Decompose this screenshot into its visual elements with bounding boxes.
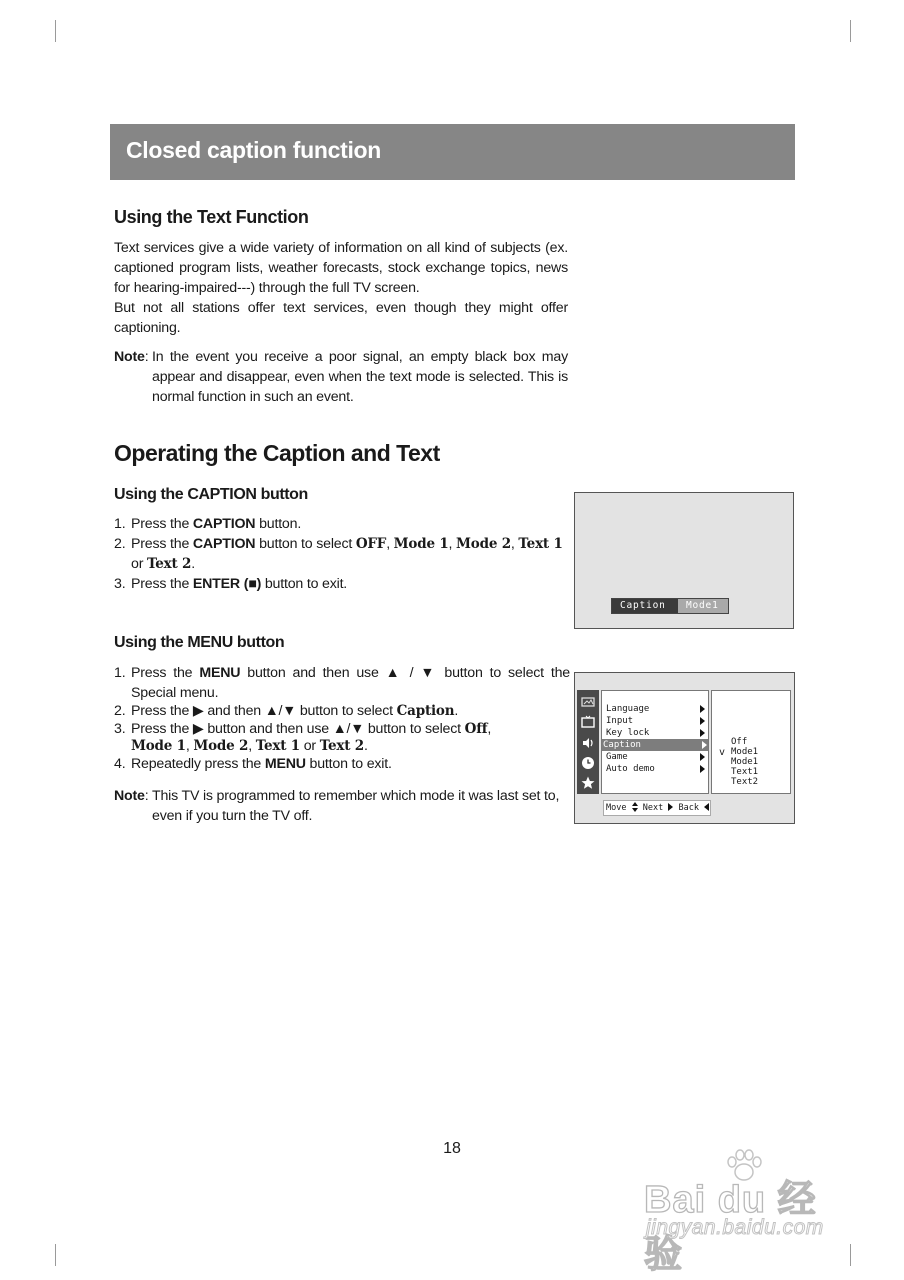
note-text: This TV is programmed to remember which mode it was last set to, even if you turn the TV off. [152,788,560,824]
menu-item-input[interactable]: Input [604,715,706,727]
text-function-body [114,238,568,338]
note-label: Note [114,349,145,365]
menu-item-language[interactable]: Language [604,703,706,715]
menu-steps [114,663,570,773]
section-banner [110,124,795,180]
menu-note: Note: This TV is programmed to remember which mode it was last set to, even if you turn the TV off. [114,786,568,806]
operating-heading: Operating the Caption and Text [114,440,440,466]
text-function-para1: Text services give a wide variety of information on all kind of subjects (ex. captioned program lists, weather forecasts, stock exchange topics, news for hearing-impaired---) through the full TV screen. [114,240,568,296]
menu-item-caption[interactable]: Caption [602,739,708,751]
menu-nav-bar [603,800,711,816]
caption-screen-illustration [574,492,794,629]
nav-next-label: Next [642,803,664,813]
up-down-arrow-icon [632,802,638,812]
caption-osd-bar [611,598,729,614]
crop-mark-top-left [55,20,56,42]
watermark-site: jingyan.baidu.com [646,1216,824,1239]
caption-step-1: 1. Press the CAPTION button. [114,516,302,532]
crop-mark-top-right [850,20,851,42]
caption-option-off[interactable]: Off [731,737,748,747]
caption-options-panel [711,690,791,794]
baidu-watermark [644,1148,854,1276]
nav-move-label: Move [606,803,627,813]
text-function-para2: But not all stations offer text services, even though they might offer captioning. [114,300,568,336]
chevron-right-icon [700,729,705,737]
check-icon: v [719,747,726,758]
note-text: In the event you receive a poor signal, an empty black box may appear and disappear, even when the text mode is selected. This is normal function in such an event. [152,349,568,405]
caption-osd-value: Mode1 [678,599,728,613]
menu-screen-illustration [574,672,795,824]
caption-button-heading: Using the CAPTION button [114,486,308,503]
menu-item-key-lock[interactable]: Key lock [604,727,706,739]
section-title: Closed caption function [126,137,382,163]
special-menu-panel [601,690,709,794]
speaker-icon [580,735,596,751]
tv-icon [580,714,596,730]
menu-button-heading: Using the MENU button [114,634,285,651]
chevron-right-icon [700,765,705,773]
right-arrow-icon [668,803,673,811]
menu-step-1: 1. Press the MENU button and then use ▲ / ▼ button to select the Special menu. [114,665,570,701]
chevron-right-icon [700,717,705,725]
caption-option-text1[interactable]: Text1 [731,767,759,777]
nav-back-label: Back [678,803,699,813]
chevron-right-icon [700,705,705,713]
menu-step-3: 3. Press the ▶ button and then use ▲/▼ button to select Off, Mode 1, Mode 2, Text 1 or Text 2. [114,720,492,754]
caption-option-text2[interactable]: Text2 [731,777,759,787]
caption-option-mode1[interactable]: Mode1 [731,747,759,757]
menu-step-2: 2. Press the ▶ and then ▲/▼ button to select Caption. [114,703,459,719]
caption-step-2: 2. Press the CAPTION button to select OFF, Mode 1, Mode 2, Text 1 or Text 2. [114,536,563,572]
caption-option-mode1-b[interactable]: Mode1 [731,757,759,767]
menu-item-auto-demo[interactable]: Auto demo [604,763,706,775]
menu-item-game[interactable]: Game [604,751,706,763]
picture-icon [580,694,596,710]
note-label: Note [114,788,145,804]
caption-step-3: 3. Press the ENTER (■) button to exit. [114,576,348,592]
chevron-right-icon [700,753,705,761]
chevron-right-icon [702,741,707,749]
watermark-logo: Bai du 经验 [644,1179,817,1276]
star-icon [580,775,596,791]
text-function-note: Note: In the event you receive a poor signal, an empty black box may appear and disappear, even when the text mode is selected. This is normal function in such an event. [114,349,568,405]
clock-icon [580,755,596,771]
caption-osd-label: Caption [612,599,678,613]
page-number: 18 [443,1140,461,1157]
menu-icon-strip [577,690,599,794]
text-function-heading: Using the Text Function [114,207,309,227]
caption-steps [114,514,570,594]
menu-step-4: 4. Repeatedly press the MENU button to exit. [114,755,392,772]
crop-mark-bottom-left [55,1244,56,1266]
left-arrow-icon [704,803,709,811]
